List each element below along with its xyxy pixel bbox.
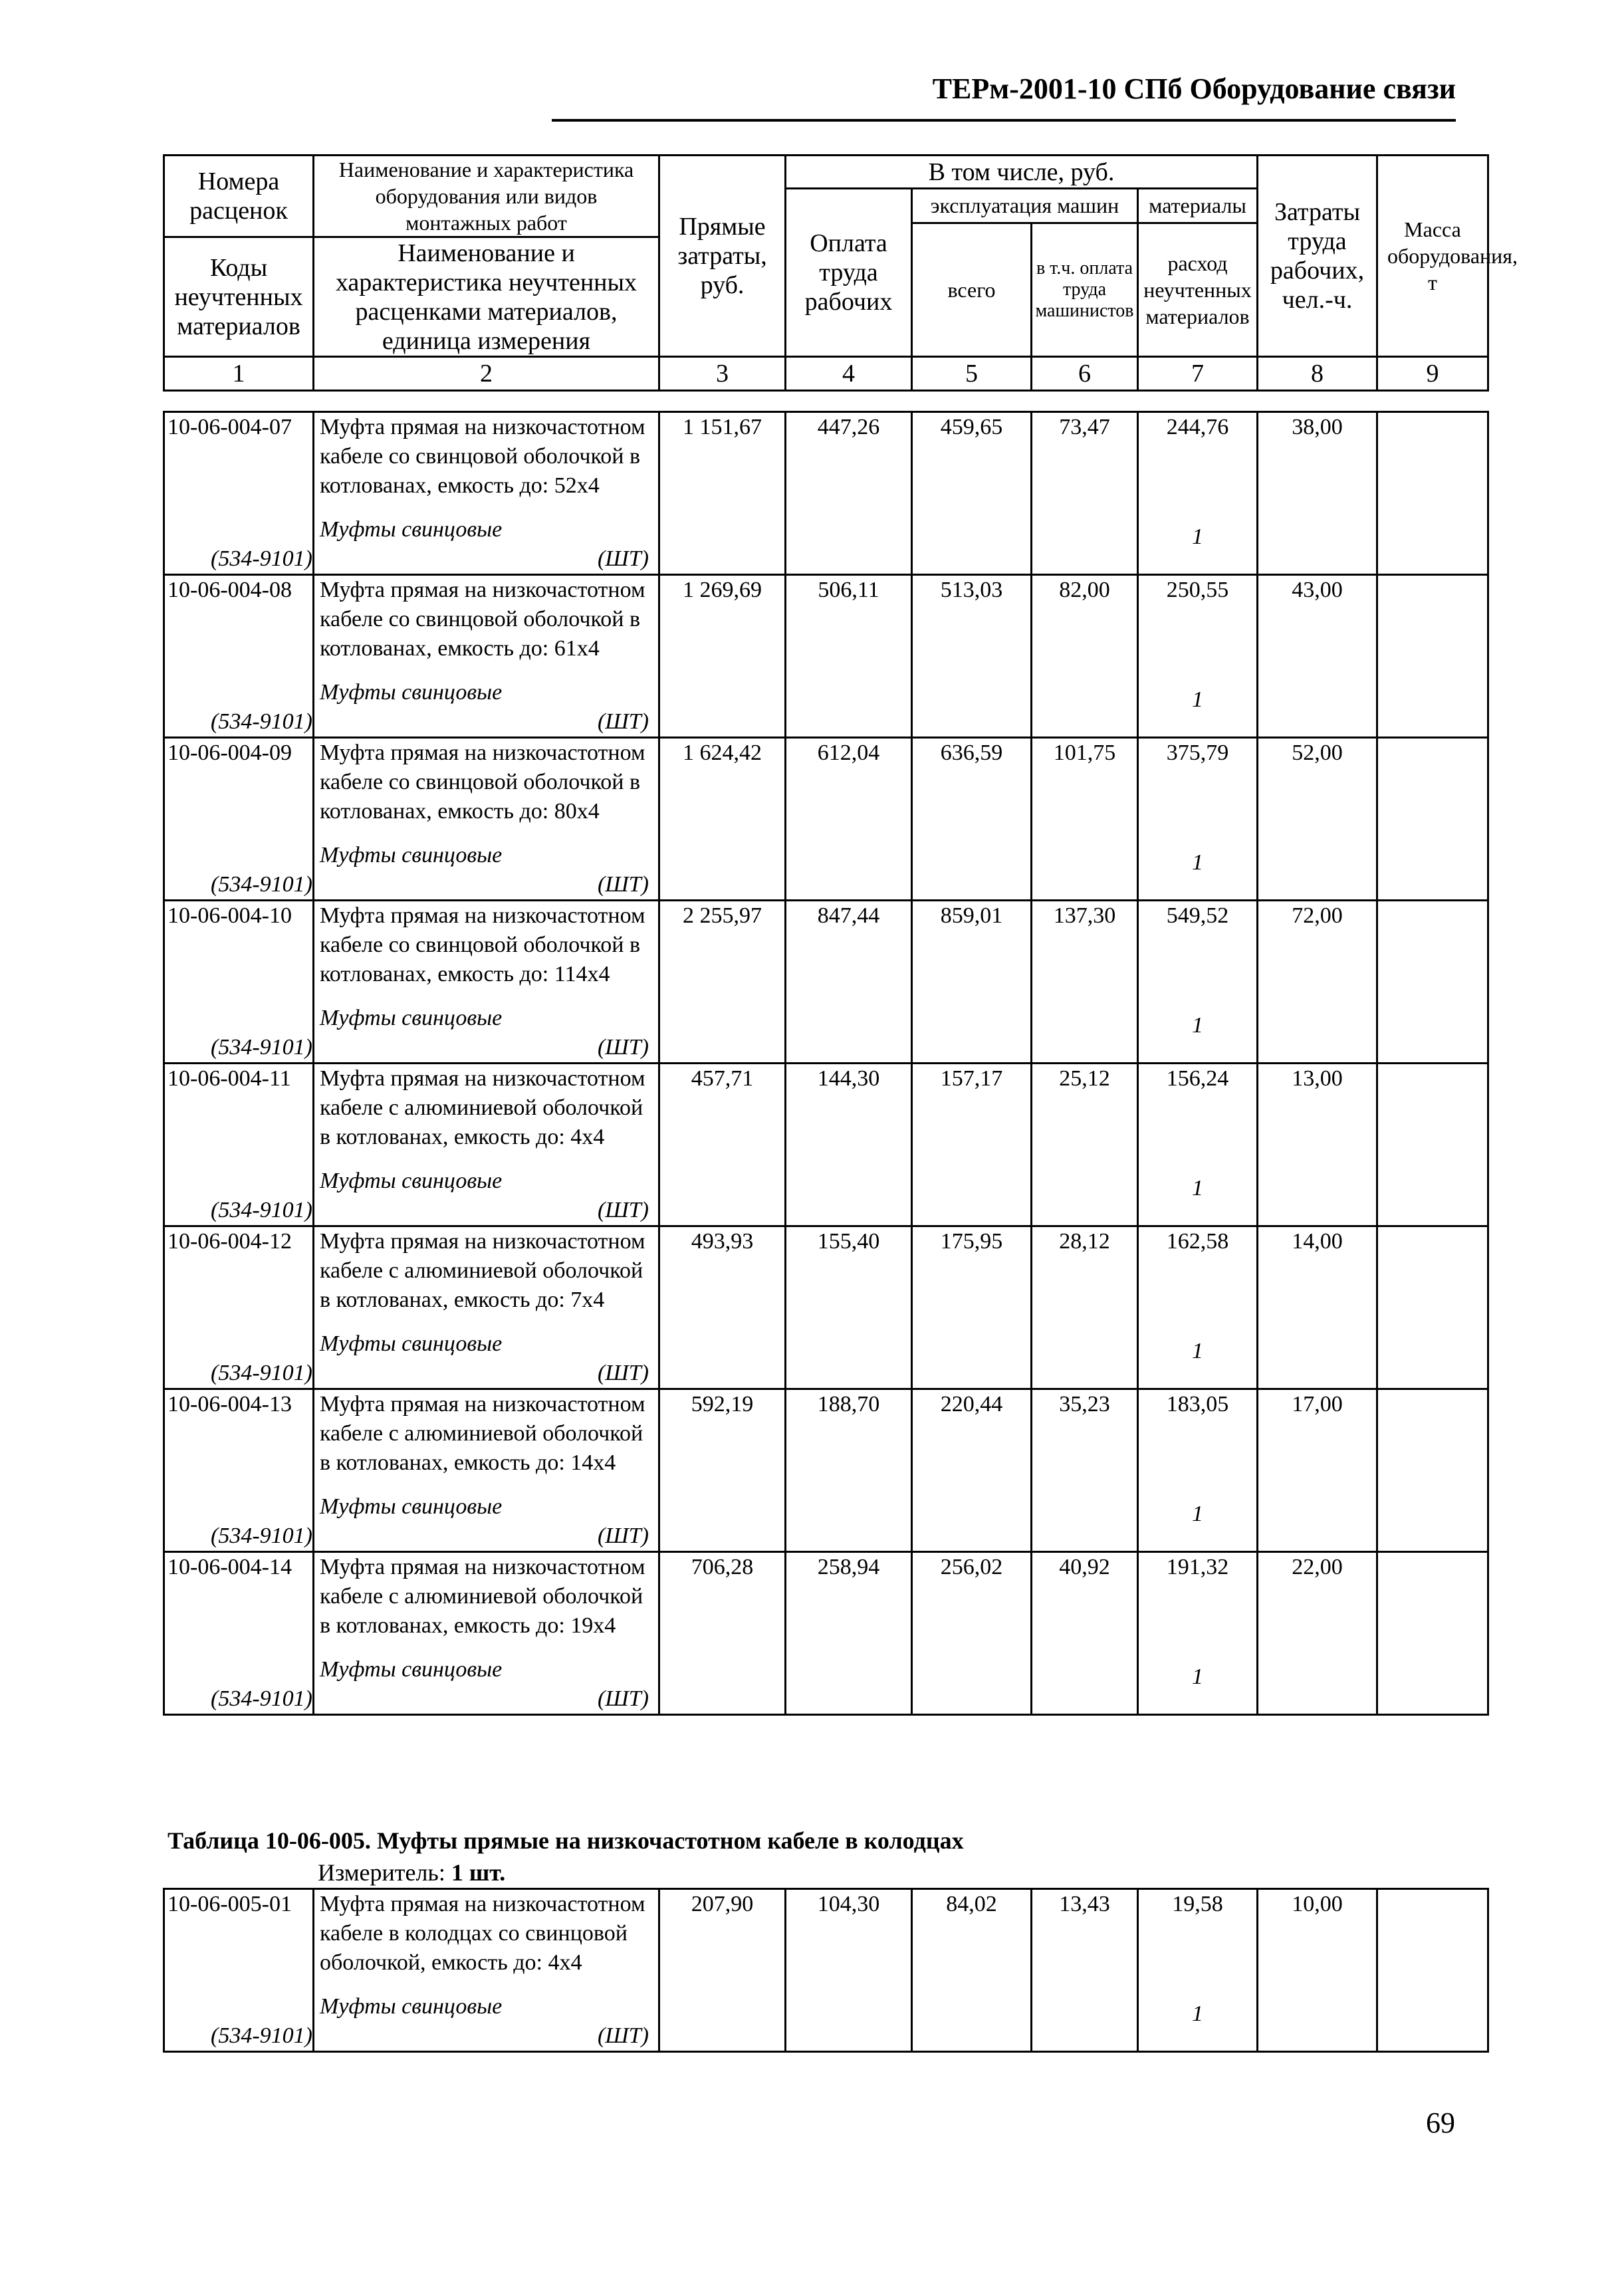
empty-cell [786, 1478, 912, 1552]
machine-costs: 256,02 [912, 1552, 1032, 1641]
machine-costs: 220,44 [912, 1389, 1032, 1478]
direct-costs: 592,19 [659, 1389, 786, 1478]
col5-header: всего [912, 223, 1032, 357]
material-code: (534-9101) [164, 663, 314, 738]
empty-cell [1032, 826, 1138, 901]
machine-costs: 859,01 [912, 901, 1032, 990]
material-row [164, 826, 1488, 901]
rate-code: 10-06-004-09 [164, 738, 314, 827]
material-cell [314, 989, 659, 1064]
empty-cell [1377, 1641, 1488, 1715]
labor-costs: 847,44 [786, 901, 912, 990]
group-header: В том числе, руб. [786, 156, 1258, 189]
empty-cell [786, 1978, 912, 2052]
table-row [164, 1889, 1488, 1978]
col4-header: Оплата труда рабочих [786, 189, 912, 357]
empty-cell [1258, 663, 1377, 738]
material-row [164, 989, 1488, 1064]
material-costs: 244,76 [1138, 412, 1258, 501]
empty-cell [786, 989, 912, 1064]
empty-cell [659, 826, 786, 901]
material-code: (534-9101) [164, 1315, 314, 1389]
empty-cell [1032, 663, 1138, 738]
material-name: Муфты свинцовые [320, 1494, 503, 1519]
machine-costs: 84,02 [912, 1889, 1032, 1978]
col1-bottom-header: Коды неучтенных материалов [164, 237, 314, 357]
empty-cell [1258, 1978, 1377, 2052]
equipment-mass [1377, 1389, 1488, 1478]
empty-cell [659, 1978, 786, 2052]
empty-cell [912, 501, 1032, 575]
col8-header: Затраты труда рабочих, чел.-ч. [1258, 156, 1377, 357]
empty-cell [912, 826, 1032, 901]
col3-header: Прямые затраты, руб. [659, 156, 786, 357]
material-quantity: 1 [1138, 1478, 1258, 1552]
material-quantity: 1 [1138, 1152, 1258, 1226]
empty-cell [659, 989, 786, 1064]
material-costs: 183,05 [1138, 1389, 1258, 1478]
rate-code: 10-06-004-08 [164, 575, 314, 664]
empty-cell [1032, 1641, 1138, 1715]
rate-name: Муфта прямая на низкочастотном кабеле с алюминиевой оболочкой в котлованах, емкость до: 19х4 [314, 1552, 659, 1641]
empty-cell [659, 1478, 786, 1552]
material-code: (534-9101) [164, 989, 314, 1064]
table-row [164, 1389, 1488, 1478]
col-number: 9 [1377, 357, 1488, 391]
material-code: (534-9101) [164, 1978, 314, 2052]
rate-code: 10-06-005-01 [164, 1889, 314, 1978]
equipment-mass [1377, 1226, 1488, 1315]
material-costs: 250,55 [1138, 575, 1258, 664]
material-name: Муфты свинцовые [320, 680, 503, 705]
empty-cell [912, 1152, 1032, 1226]
empty-cell [1032, 989, 1138, 1064]
material-cell [314, 501, 659, 575]
equipment-mass [1377, 575, 1488, 664]
empty-cell [1258, 989, 1377, 1064]
empty-cell [912, 1978, 1032, 2052]
material-name: Муфты свинцовые [320, 1006, 503, 1030]
material-row [164, 1641, 1488, 1715]
material-quantity: 1 [1138, 1641, 1258, 1715]
equipment-mass [1377, 1889, 1488, 1978]
rates-table [163, 411, 1489, 1716]
direct-costs: 1 624,42 [659, 738, 786, 827]
equipment-mass [1377, 901, 1488, 990]
material-unit: (ШТ) [597, 1198, 649, 1222]
empty-cell [1258, 1641, 1377, 1715]
empty-cell [1377, 1478, 1488, 1552]
empty-cell [1377, 826, 1488, 901]
table2-title: Таблица 10-06-005. Муфты прямые на низкочастотном кабеле в колодцах [168, 1827, 964, 1854]
material-name: Муфты свинцовые [320, 1331, 503, 1356]
rates-table-2 [163, 1888, 1489, 2053]
empty-cell [1377, 663, 1488, 738]
labor-hours: 72,00 [1258, 901, 1377, 990]
col-number: 5 [912, 357, 1032, 391]
operator-labor: 40,92 [1032, 1552, 1138, 1641]
labor-hours: 14,00 [1258, 1226, 1377, 1315]
materials-header: материалы [1138, 189, 1258, 223]
operator-labor: 137,30 [1032, 901, 1138, 990]
empty-cell [786, 1315, 912, 1389]
rate-name: Муфта прямая на низкочастотном кабеле с алюминиевой оболочкой в котлованах, емкость до: 4х4 [314, 1064, 659, 1153]
empty-cell [1258, 826, 1377, 901]
material-costs: 19,58 [1138, 1889, 1258, 1978]
material-cell [314, 826, 659, 901]
material-row [164, 1152, 1488, 1226]
empty-cell [786, 826, 912, 901]
rate-name: Муфта прямая на низкочастотном кабеле с алюминиевой оболочкой в котлованах, емкость до: 14х4 [314, 1389, 659, 1478]
operator-labor: 101,75 [1032, 738, 1138, 827]
empty-cell [912, 1478, 1032, 1552]
document-title: ТЕРм-2001-10 СПб Оборудование связи [932, 72, 1456, 105]
material-row [164, 1315, 1488, 1389]
col2-top-header: Наименование и характеристика оборудования или видов монтажных работ [314, 156, 659, 237]
direct-costs: 706,28 [659, 1552, 786, 1641]
meter-value: 1 шт. [451, 1859, 506, 1886]
rate-code: 10-06-004-14 [164, 1552, 314, 1641]
empty-cell [912, 1641, 1032, 1715]
empty-cell [1377, 1152, 1488, 1226]
empty-cell [1032, 1152, 1138, 1226]
operator-labor: 25,12 [1032, 1064, 1138, 1153]
material-cell [314, 1641, 659, 1715]
machine-costs: 636,59 [912, 738, 1032, 827]
empty-cell [1032, 1315, 1138, 1389]
machine-costs: 459,65 [912, 412, 1032, 501]
empty-cell [1258, 1152, 1377, 1226]
material-costs: 191,32 [1138, 1552, 1258, 1641]
rate-code: 10-06-004-07 [164, 412, 314, 501]
material-quantity: 1 [1138, 1315, 1258, 1389]
empty-cell [1258, 501, 1377, 575]
operator-labor: 35,23 [1032, 1389, 1138, 1478]
material-name: Муфты свинцовые [320, 1657, 503, 1682]
rate-name: Муфта прямая на низкочастотном кабеле с алюминиевой оболочкой в котлованах, емкость до: 7х4 [314, 1226, 659, 1315]
empty-cell [1377, 501, 1488, 575]
labor-costs: 506,11 [786, 575, 912, 664]
material-cell [314, 663, 659, 738]
material-row [164, 501, 1488, 575]
rate-code: 10-06-004-10 [164, 901, 314, 990]
labor-costs: 258,94 [786, 1552, 912, 1641]
material-code: (534-9101) [164, 826, 314, 901]
table-row [164, 738, 1488, 827]
direct-costs: 493,93 [659, 1226, 786, 1315]
material-unit: (ШТ) [597, 2023, 649, 2048]
empty-cell [1258, 1478, 1377, 1552]
empty-cell [786, 663, 912, 738]
meter-label: Измеритель: [318, 1859, 445, 1886]
material-quantity: 1 [1138, 989, 1258, 1064]
table2-meter [318, 1859, 505, 1886]
empty-cell [1032, 1978, 1138, 2052]
operator-labor: 82,00 [1032, 575, 1138, 664]
labor-costs: 104,30 [786, 1889, 912, 1978]
rate-name: Муфта прямая на низкочастотном кабеле со свинцовой оболочкой в котлованах, емкость до: 114х4 [314, 901, 659, 990]
material-costs: 162,58 [1138, 1226, 1258, 1315]
direct-costs: 457,71 [659, 1064, 786, 1153]
labor-hours: 43,00 [1258, 575, 1377, 664]
rate-name: Муфта прямая на низкочастотном кабеле со свинцовой оболочкой в котлованах, емкость до: 80х4 [314, 738, 659, 827]
page-number: 69 [1426, 2106, 1455, 2139]
labor-hours: 17,00 [1258, 1389, 1377, 1478]
material-cell [314, 1315, 659, 1389]
machine-costs: 157,17 [912, 1064, 1032, 1153]
material-code: (534-9101) [164, 1641, 314, 1715]
machines-header: эксплуатация машин [912, 189, 1138, 223]
empty-cell [786, 501, 912, 575]
machine-costs: 513,03 [912, 575, 1032, 664]
material-name: Муфты свинцовые [320, 843, 503, 867]
direct-costs: 1 269,69 [659, 575, 786, 664]
table-row [164, 1552, 1488, 1641]
empty-cell [1377, 1978, 1488, 2052]
labor-costs: 188,70 [786, 1389, 912, 1478]
material-unit: (ШТ) [597, 546, 649, 571]
table-row [164, 1226, 1488, 1315]
empty-cell [912, 1315, 1032, 1389]
material-name: Муфты свинцовые [320, 1169, 503, 1193]
empty-cell [1032, 501, 1138, 575]
empty-cell [659, 663, 786, 738]
material-unit: (ШТ) [597, 1524, 649, 1548]
table-row [164, 412, 1488, 501]
rate-code: 10-06-004-11 [164, 1064, 314, 1153]
operator-labor: 73,47 [1032, 412, 1138, 501]
material-name: Муфты свинцовые [320, 517, 503, 542]
empty-cell [786, 1152, 912, 1226]
material-code: (534-9101) [164, 501, 314, 575]
material-name: Муфты свинцовые [320, 1994, 503, 2019]
labor-hours: 13,00 [1258, 1064, 1377, 1153]
col-number: 6 [1032, 357, 1138, 391]
direct-costs: 2 255,97 [659, 901, 786, 990]
equipment-mass [1377, 412, 1488, 501]
material-row [164, 1978, 1488, 2052]
col-number: 1 [164, 357, 314, 391]
table-row [164, 575, 1488, 664]
table-row [164, 1064, 1488, 1153]
empty-cell [659, 1152, 786, 1226]
material-quantity: 1 [1138, 826, 1258, 901]
material-code: (534-9101) [164, 1478, 314, 1552]
empty-cell [786, 1641, 912, 1715]
col7-header: расход неучтенных материалов [1138, 223, 1258, 357]
labor-costs: 144,30 [786, 1064, 912, 1153]
col-number: 2 [314, 357, 659, 391]
machine-costs: 175,95 [912, 1226, 1032, 1315]
material-code: (534-9101) [164, 1152, 314, 1226]
col2-bottom-header: Наименование и характеристика неучтенных расценками материалов, единица измерения [314, 237, 659, 357]
col1-top-header: Номера расценок [164, 156, 314, 237]
empty-cell [1377, 989, 1488, 1064]
labor-costs: 447,26 [786, 412, 912, 501]
col9-header: Масса оборудования, т [1377, 156, 1488, 357]
equipment-mass [1377, 1064, 1488, 1153]
material-quantity: 1 [1138, 1978, 1258, 2052]
col-number: 7 [1138, 357, 1258, 391]
operator-labor: 28,12 [1032, 1226, 1138, 1315]
direct-costs: 1 151,67 [659, 412, 786, 501]
material-costs: 375,79 [1138, 738, 1258, 827]
labor-costs: 612,04 [786, 738, 912, 827]
empty-cell [912, 989, 1032, 1064]
rate-name: Муфта прямая на низкочастотном кабеле в колодцах со свинцовой оболочкой, емкость до: 4х4 [314, 1889, 659, 1978]
column-header-table [163, 154, 1518, 392]
equipment-mass [1377, 1552, 1488, 1641]
rate-code: 10-06-004-13 [164, 1389, 314, 1478]
labor-hours: 10,00 [1258, 1889, 1377, 1978]
empty-cell [659, 1315, 786, 1389]
rate-code: 10-06-004-12 [164, 1226, 314, 1315]
document-header [552, 72, 1456, 122]
empty-cell [659, 1641, 786, 1715]
material-cell [314, 1152, 659, 1226]
col6-header: в т.ч. оплата труда машинистов [1032, 223, 1138, 357]
empty-cell [1258, 1315, 1377, 1389]
direct-costs: 207,90 [659, 1889, 786, 1978]
material-row [164, 663, 1488, 738]
material-costs: 549,52 [1138, 901, 1258, 990]
rate-name: Муфта прямая на низкочастотном кабеле со свинцовой оболочкой в котлованах, емкость до: 61х4 [314, 575, 659, 664]
material-unit: (ШТ) [597, 1686, 649, 1711]
empty-cell [1032, 1478, 1138, 1552]
col-number: 4 [786, 357, 912, 391]
material-quantity: 1 [1138, 663, 1258, 738]
material-cell [314, 1978, 659, 2052]
material-quantity: 1 [1138, 501, 1258, 575]
empty-cell [1377, 1315, 1488, 1389]
material-unit: (ШТ) [597, 709, 649, 734]
material-row [164, 1478, 1488, 1552]
labor-hours: 52,00 [1258, 738, 1377, 827]
empty-cell [659, 501, 786, 575]
material-unit: (ШТ) [597, 872, 649, 897]
col-number: 8 [1258, 357, 1377, 391]
material-unit: (ШТ) [597, 1361, 649, 1385]
rate-name: Муфта прямая на низкочастотном кабеле со свинцовой оболочкой в котлованах, емкость до: 52х4 [314, 412, 659, 501]
labor-costs: 155,40 [786, 1226, 912, 1315]
col-number: 3 [659, 357, 786, 391]
operator-labor: 13,43 [1032, 1889, 1138, 1978]
material-costs: 156,24 [1138, 1064, 1258, 1153]
labor-hours: 22,00 [1258, 1552, 1377, 1641]
equipment-mass [1377, 738, 1488, 827]
table-row [164, 901, 1488, 990]
material-unit: (ШТ) [597, 1035, 649, 1060]
material-cell [314, 1478, 659, 1552]
labor-hours: 38,00 [1258, 412, 1377, 501]
empty-cell [912, 663, 1032, 738]
